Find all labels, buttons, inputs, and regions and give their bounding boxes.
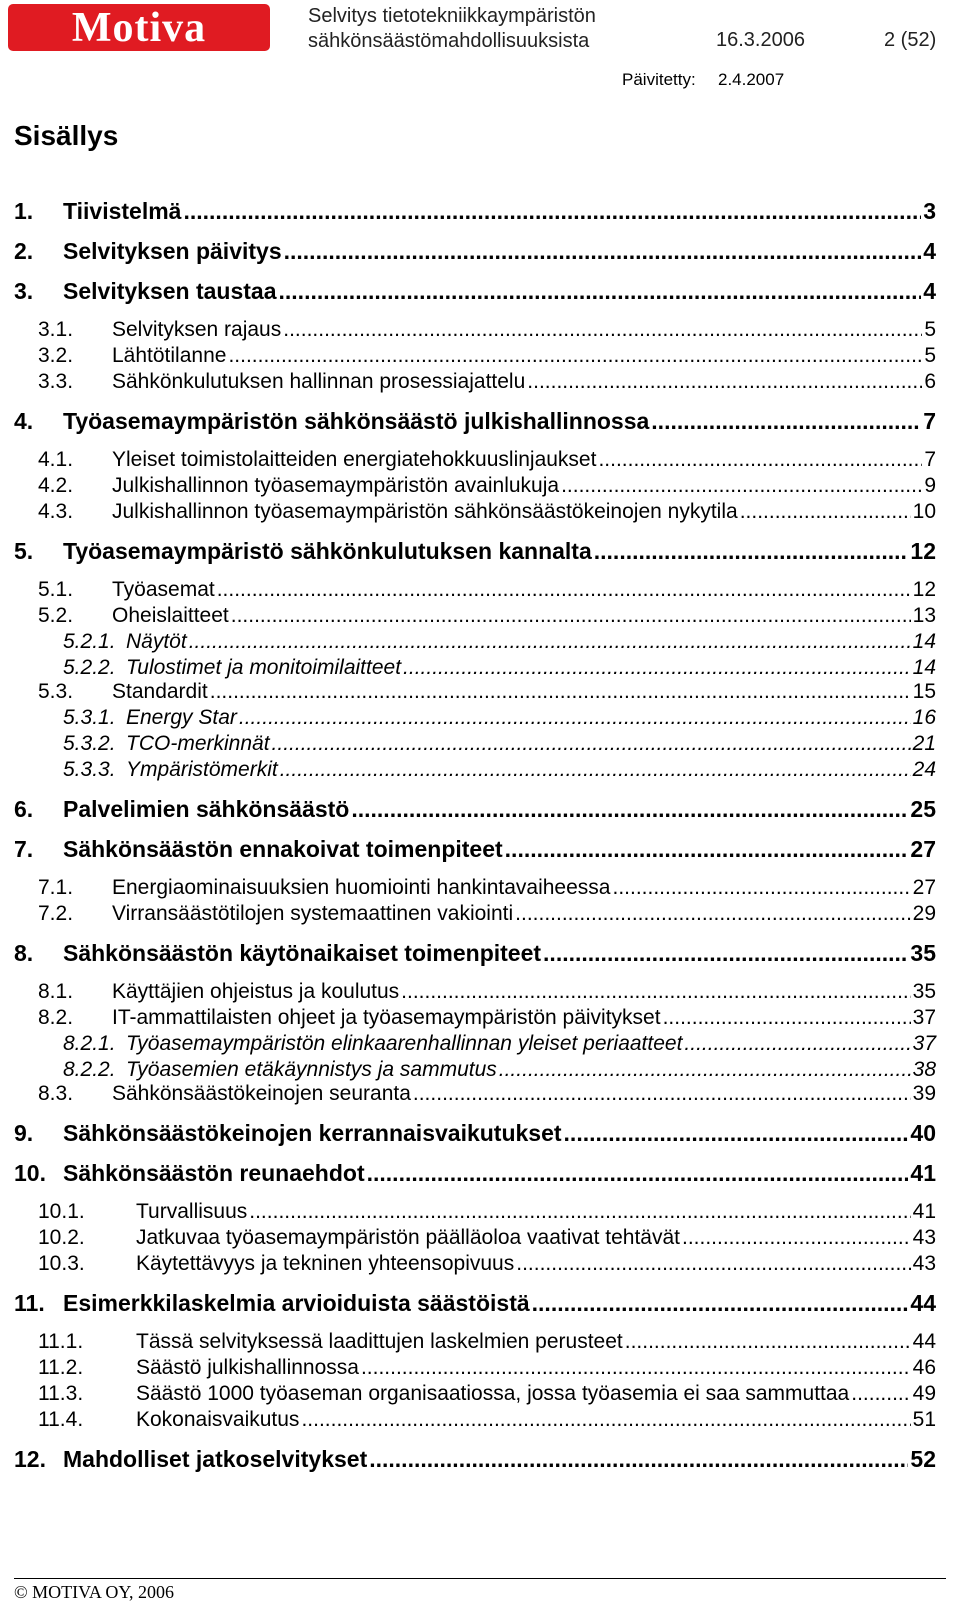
toc-entry-page: 16 xyxy=(912,706,936,729)
toc-entry-page: 14 xyxy=(912,656,936,679)
toc-leader-dots xyxy=(301,1408,910,1432)
toc-title: Sisällys xyxy=(14,120,119,151)
toc-entry-page: 43 xyxy=(912,1252,936,1275)
toc-leader-dots xyxy=(183,198,921,225)
toc-entry-page: 3 xyxy=(923,198,936,224)
toc-entry-number: 5.3.3. xyxy=(63,758,116,781)
toc-leader-dots xyxy=(249,1200,910,1224)
toc-entry-number: 5.1. xyxy=(38,578,74,601)
toc-entry-page: 10 xyxy=(912,500,936,523)
toc-entry-number: 11.4. xyxy=(38,1408,84,1431)
toc-entry-title: Työasemaympäristö sähkönkulutuksen kannalta xyxy=(63,538,592,564)
toc-entry-page: 9 xyxy=(924,474,936,497)
toc-entry-page: 29 xyxy=(912,902,936,925)
toc-leader-dots xyxy=(279,278,922,305)
footer-copyright: © MOTIVA OY, 2006 xyxy=(14,1582,175,1602)
toc-leader-dots xyxy=(543,940,908,967)
toc-entry-title: Sähkönkulutuksen hallinnan prosessiajattelu xyxy=(112,370,526,393)
toc-entry-number: 7.1. xyxy=(38,876,74,899)
toc-entry-page: 39 xyxy=(912,1082,936,1105)
toc-entry-page: 6 xyxy=(924,370,936,393)
toc-entry-title: Työasemaympäristön elinkaarenhallinnan yleiset periaatteet xyxy=(126,1032,683,1055)
toc-entry-page: 5 xyxy=(924,344,936,367)
toc-entry-title: Näytöt xyxy=(126,630,187,653)
toc-leader-dots xyxy=(189,630,911,654)
toc-entry-title: Sähkönsäästön käytönaikaiset toimenpiteet xyxy=(63,940,542,966)
toc-leader-dots xyxy=(684,1032,910,1056)
toc-leader-dots xyxy=(367,1160,909,1187)
toc-leader-dots xyxy=(284,238,922,265)
toc-entry-number: 3.1. xyxy=(38,318,74,341)
toc-entry-title: Mahdolliset jatkoselvitykset xyxy=(63,1446,368,1472)
toc-leader-dots xyxy=(515,902,910,926)
toc-entry-title: Selvityksen taustaa xyxy=(63,278,277,304)
toc-leader-dots xyxy=(231,604,911,628)
toc-leader-dots xyxy=(280,758,911,782)
toc-leader-dots xyxy=(505,836,909,863)
toc-leader-dots xyxy=(401,980,910,1004)
toc-entry-title: Käytettävyys ja tekninen yhteensopivuus xyxy=(136,1252,515,1275)
toc-entry-number: 4.1. xyxy=(38,448,74,471)
toc-entry-page: 43 xyxy=(912,1226,936,1249)
toc-entry-title: Säästö 1000 työaseman organisaatiossa, jossa työasemia ei saa sammuttaa xyxy=(136,1382,850,1405)
toc-leader-dots xyxy=(413,1082,911,1106)
toc-leader-dots xyxy=(516,1252,910,1276)
toc-entry-title: Tiivistelmä xyxy=(63,198,182,224)
toc-leader-dots xyxy=(682,1226,911,1250)
toc-leader-dots xyxy=(651,408,921,435)
toc-entry-title: Turvallisuus xyxy=(136,1200,248,1223)
toc-leader-dots xyxy=(369,1446,908,1473)
toc-leader-dots xyxy=(532,1290,909,1317)
toc-entry-title: Työasemat xyxy=(112,578,215,601)
toc-leader-dots xyxy=(403,656,911,680)
toc-entry-title: Lähtötilanne xyxy=(112,344,227,367)
toc-entry-page: 40 xyxy=(910,1120,936,1146)
toc-entry-page: 5 xyxy=(924,318,936,341)
toc-entry-title: Käyttäjien ohjeistus ja koulutus xyxy=(112,980,400,1003)
toc-entry-title: Kokonaisvaikutus xyxy=(136,1408,300,1431)
toc-entry-title: Sähkönsäästön reunaehdot xyxy=(63,1160,365,1186)
toc-entry-title: Standardit xyxy=(112,680,208,703)
toc-entry-number: 6. xyxy=(14,796,34,822)
toc-entry-title: Sähkönsäästön ennakoivat toimenpiteet xyxy=(63,836,503,862)
toc-leader-dots xyxy=(561,474,922,498)
toc-leader-dots xyxy=(740,500,911,524)
toc-entry-number: 8.1. xyxy=(38,980,74,1003)
toc-entry-number: 8.3. xyxy=(38,1082,74,1105)
toc-entry-title: Palvelimien sähkönsäästö xyxy=(63,796,350,822)
toc-entry-number: 5. xyxy=(14,538,34,564)
toc-entry-number: 10. xyxy=(14,1160,46,1186)
toc-entry-number: 7.2. xyxy=(38,902,74,925)
toc-entry-number: 8.2.2. xyxy=(63,1058,116,1081)
toc-entry-title: Sähkönsäästökeinojen seuranta xyxy=(112,1082,411,1105)
toc-entry-number: 8.2. xyxy=(38,1006,74,1029)
toc-leader-dots xyxy=(217,578,911,602)
toc-entry-title: Virransäästötilojen systemaattinen vakiointi xyxy=(112,902,514,925)
toc-entry-page: 7 xyxy=(924,448,936,471)
toc-entry-page: 46 xyxy=(912,1356,936,1379)
toc-entry-page: 15 xyxy=(912,680,936,703)
toc-entry-number: 3.2. xyxy=(38,344,74,367)
toc-entry-page: 12 xyxy=(912,578,936,601)
toc-entry-page: 7 xyxy=(923,408,936,434)
toc-leader-dots xyxy=(499,1058,911,1082)
toc-entry-number: 10.3. xyxy=(38,1252,85,1275)
toc-entry-number: 2. xyxy=(14,238,34,264)
toc-entry-title: Oheislaitteet xyxy=(112,604,229,627)
toc-entry-title: Yleiset toimistolaitteiden energiatehokkuuslinjaukset xyxy=(112,448,597,471)
toc-entry-number: 7. xyxy=(14,836,34,862)
toc-entry-page: 51 xyxy=(912,1408,936,1431)
toc-entry-number: 4.2. xyxy=(38,474,74,497)
toc-entry-number: 11.1. xyxy=(38,1330,84,1353)
toc-entry-page: 35 xyxy=(910,940,936,966)
toc-entry-title: Jatkuvaa työasemaympäristön päälläoloa vaativat tehtävät xyxy=(136,1226,680,1249)
toc-entry-title: Energy Star xyxy=(126,706,237,729)
toc-entry-page: 25 xyxy=(910,796,936,822)
toc-leader-dots xyxy=(283,318,922,342)
toc-entry-title: Säästö julkishallinnossa xyxy=(136,1356,359,1379)
toc-entry-page: 52 xyxy=(910,1446,936,1472)
toc-leader-dots xyxy=(851,1382,910,1406)
footer-divider xyxy=(14,1578,946,1579)
toc-entry-title: Sähkönsäästökeinojen kerrannaisvaikutukset xyxy=(63,1120,562,1146)
toc-entry-number: 10.2. xyxy=(38,1226,85,1249)
toc-entry-number: 1. xyxy=(14,198,34,224)
toc-entry-title: Tulostimet ja monitoimilaitteet xyxy=(126,656,402,679)
toc-entry-number: 11. xyxy=(14,1290,45,1316)
toc-entry-title: Selvityksen päivitys xyxy=(63,238,282,264)
toc-entry-page: 37 xyxy=(912,1032,936,1055)
toc-leader-dots xyxy=(228,344,922,368)
toc-entry-number: 5.2.1. xyxy=(63,630,116,653)
toc-entry-number: 5.3.1. xyxy=(63,706,116,729)
page-number: 2 (52) xyxy=(884,29,937,51)
toc-entry-page: 49 xyxy=(912,1382,936,1405)
toc-leader-dots xyxy=(564,1120,909,1147)
toc-entry-number: 8. xyxy=(14,940,34,966)
toc-entry-number: 5.2.2. xyxy=(63,656,116,679)
toc-entry-number: 11.3. xyxy=(38,1382,84,1405)
toc-entry-title: Selvityksen rajaus xyxy=(112,318,282,341)
toc-leader-dots xyxy=(612,876,910,900)
toc-entry-page: 4 xyxy=(923,238,936,264)
toc-leader-dots xyxy=(663,1006,911,1030)
toc-entry-title: Julkishallinnon työasemaympäristön sähkönsäästökeinojen nykytila xyxy=(112,500,738,523)
toc-entry-number: 4. xyxy=(14,408,34,434)
toc-leader-dots xyxy=(351,796,908,823)
toc-leader-dots xyxy=(625,1330,911,1354)
toc-leader-dots xyxy=(239,706,911,730)
toc-entry-title: Esimerkkilaskelmia arvioiduista säästöistä xyxy=(63,1290,530,1316)
toc-entry-page: 13 xyxy=(912,604,936,627)
toc-entry-page: 27 xyxy=(910,836,936,862)
toc-entry-page: 27 xyxy=(912,876,936,899)
toc-entry-number: 11.2. xyxy=(38,1356,84,1379)
toc-entry-number: 9. xyxy=(14,1120,34,1146)
toc-entry-page: 37 xyxy=(912,1006,936,1029)
toc-entry-page: 41 xyxy=(910,1160,936,1186)
toc-entry-page: 21 xyxy=(912,732,936,755)
toc-entry-number: 12. xyxy=(14,1446,46,1472)
toc-leader-dots xyxy=(272,732,911,756)
toc-entry-page: 12 xyxy=(910,538,936,564)
toc-leader-dots xyxy=(210,680,911,704)
logo-text: Motiva xyxy=(71,5,207,51)
toc-entry-number: 3. xyxy=(14,278,34,304)
toc-entry-title: TCO-merkinnät xyxy=(126,732,270,755)
motiva-logo xyxy=(8,4,270,51)
toc-entry-number: 10.1. xyxy=(38,1200,85,1223)
toc-entry-page: 38 xyxy=(912,1058,936,1081)
toc-entry-page: 41 xyxy=(912,1200,936,1223)
toc-entry-page: 14 xyxy=(912,630,936,653)
toc-entry-title: IT-ammattilaisten ohjeet ja työasemaympäristön päivitykset xyxy=(112,1006,661,1029)
toc-entry-page: 44 xyxy=(912,1330,936,1353)
toc-entry-page: 44 xyxy=(910,1290,936,1316)
toc-entry-title: Työasemien etäkäynnistys ja sammutus xyxy=(126,1058,497,1081)
toc-entry-number: 5.2. xyxy=(38,604,74,627)
toc-entry-page: 24 xyxy=(912,758,936,781)
updated-label: Päivitetty: xyxy=(622,70,696,89)
updated-value: 2.4.2007 xyxy=(718,70,785,89)
toc-entry-number: 5.3. xyxy=(38,680,74,703)
toc-entry-number: 3.3. xyxy=(38,370,74,393)
toc-entry-title: Tässä selvityksessä laadittujen laskelmien perusteet xyxy=(136,1330,623,1353)
toc-leader-dots xyxy=(598,448,922,472)
toc-entry-page: 4 xyxy=(923,278,936,304)
toc-leader-dots xyxy=(594,538,909,565)
document-title-line1: Selvitys tietotekniikkaympäristön xyxy=(308,5,596,27)
toc-entry-number: 8.2.1. xyxy=(63,1032,116,1055)
toc-entry-title: Työasemaympäristön sähkönsäästö julkishallinnossa xyxy=(63,408,650,434)
toc-entry-title: Energiaominaisuuksien huomiointi hankintavaiheessa xyxy=(112,876,611,899)
toc-leader-dots xyxy=(361,1356,911,1380)
toc-entry-page: 35 xyxy=(912,980,936,1003)
document-date: 16.3.2006 xyxy=(716,29,805,51)
toc-entry-title: Ympäristömerkit xyxy=(126,758,278,781)
toc-entry-number: 5.3.2. xyxy=(63,732,116,755)
toc-entry-number: 4.3. xyxy=(38,500,74,523)
document-title-line2: sähkönsäästömahdollisuuksista xyxy=(308,30,590,52)
toc-leader-dots xyxy=(527,370,922,394)
toc-entry-title: Julkishallinnon työasemaympäristön avainlukuja xyxy=(112,474,560,497)
document-title xyxy=(308,4,596,54)
